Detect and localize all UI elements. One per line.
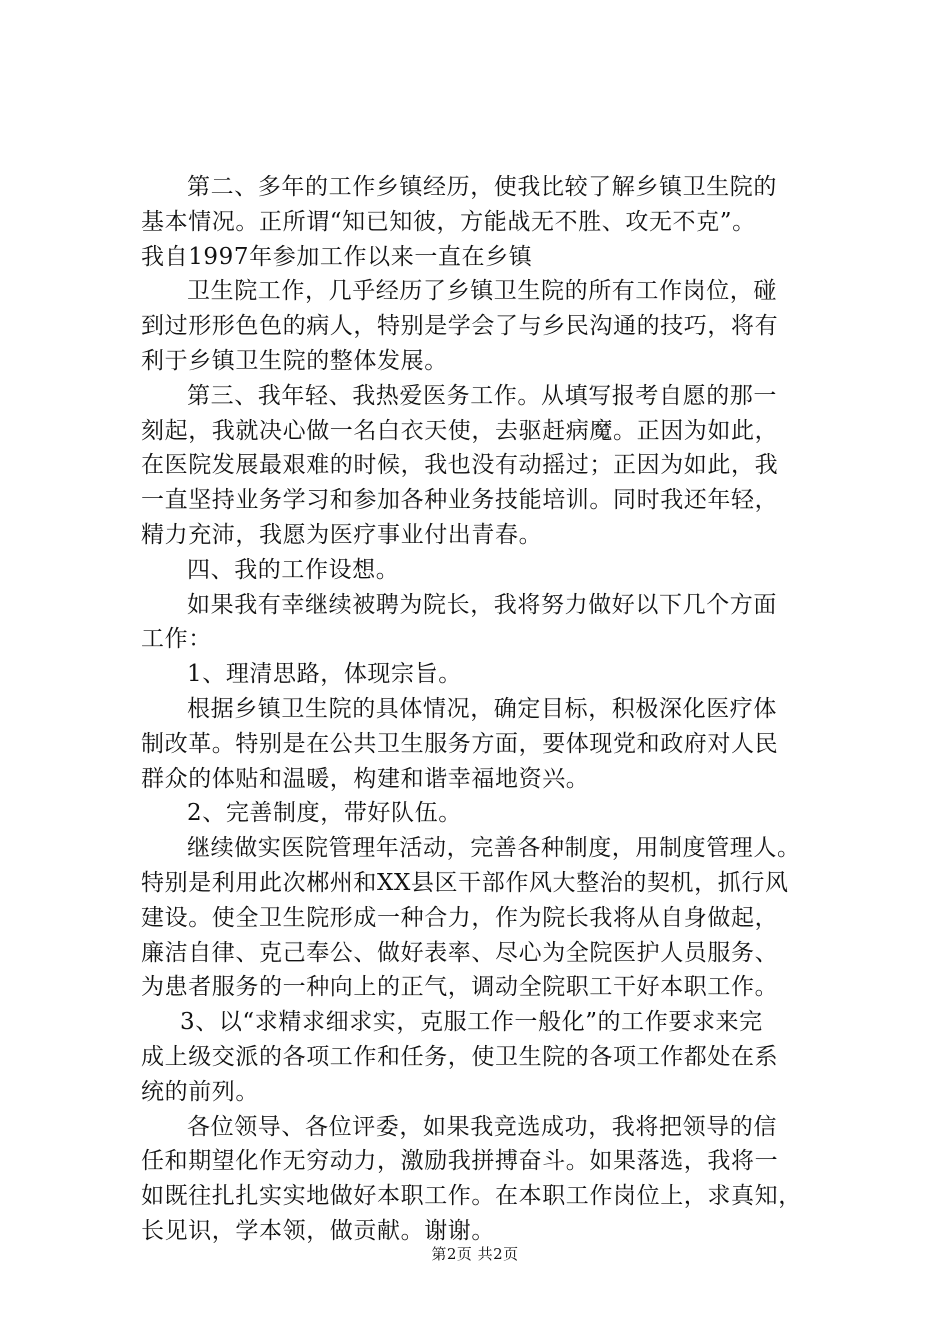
paragraph-line: 我自1997年参加工作以来一直在乡镇 — [141, 243, 533, 270]
paragraph-line: 继续做实医院管理年活动，完善各种制度，用制度管理人。 — [187, 835, 801, 862]
numbered-heading: 2、完善制度，带好队伍。 — [187, 800, 462, 827]
paragraph-line: 第二、多年的工作乡镇经历，使我比较了解乡镇卫生院的 — [187, 174, 777, 200]
document-body — [141, 170, 841, 1249]
paragraph-line: 廉洁自律、克己奉公、做好表率、尽心为全院医护人员服务、 — [141, 939, 779, 966]
paragraph-line: 利于乡镇卫生院的整体发展。 — [141, 347, 448, 374]
paragraph-line: 到过形形色色的病人，特别是学会了与乡民沟通的技巧，将有 — [141, 313, 779, 340]
paragraph-line: 一直坚持业务学习和参加各种业务技能培训。同时我还年轻， — [141, 487, 779, 514]
paragraph-line: 任和期望化作无穷动力，激励我拼搏奋斗。如果落选，我将一 — [141, 1148, 779, 1175]
paragraph-line: 特别是利用此次郴州和XX县区干部作风大整治的契机，抓行风 — [141, 869, 789, 896]
paragraph-line: 精力充沛，我愿为医疗事业付出青春。 — [141, 521, 543, 548]
paragraph-line: 建设。使全卫生院形成一种合力，作为院长我将从自身做起， — [141, 904, 779, 931]
paragraph-line: 基本情况。正所谓“知已知彼，方能战无不胜、攻无不克”。 — [141, 208, 756, 235]
paragraph-line: 根据乡镇卫生院的具体情况，确定目标，积极深化医疗体 — [187, 695, 777, 722]
paragraph-line: 长见识，学本领，做贡献。谢谢。 — [141, 1217, 495, 1244]
paragraph-line: 为患者服务的一种向上的正气，调动全院职工干好本职工作。 — [141, 974, 779, 1001]
section-heading: 四、我的工作设想。 — [187, 556, 400, 583]
numbered-heading: 1、理清思路，体现宗旨。 — [187, 661, 462, 688]
paragraph-line: 卫生院工作，几乎经历了乡镇卫生院的所有工作岗位，碰 — [187, 278, 777, 305]
numbered-paragraph-line: 3、以“求精求细求实，克服工作一般化”的工作要求来完 — [180, 1009, 763, 1036]
paragraph-line: 如既往扎扎实实地做好本职工作。在本职工作岗位上，求真知， — [141, 1183, 802, 1210]
paragraph-line: 如果我有幸继续被聘为院长，我将努力做好以下几个方面 — [187, 591, 777, 618]
paragraph-line: 制改革。特别是在公共卫生服务方面，要体现党和政府对人民 — [141, 730, 779, 757]
paragraph-line: 各位领导、各位评委，如果我竞选成功，我将把领导的信 — [187, 1113, 777, 1140]
paragraph-line: 工作： — [141, 626, 212, 653]
paragraph-line: 刻起，我就决心做一名白衣天使，去驱赶病魔。正因为如此， — [141, 417, 779, 444]
paragraph-line: 成上级交派的各项工作和任务，使卫生院的各项工作都处在系 — [141, 1043, 779, 1070]
paragraph-line: 群众的体贴和温暖，构建和谐幸福地资兴。 — [141, 765, 590, 792]
paragraph-line: 在医院发展最艰难的时候，我也没有动摇过；正因为如此，我 — [141, 452, 779, 479]
paragraph-line: 统的前列。 — [141, 1078, 259, 1105]
paragraph-line: 第三、我年轻、我热爱医务工作。从填写报考自愿的那一 — [187, 382, 777, 409]
page-number-footer: 第2页 共2页 — [431, 1245, 519, 1263]
